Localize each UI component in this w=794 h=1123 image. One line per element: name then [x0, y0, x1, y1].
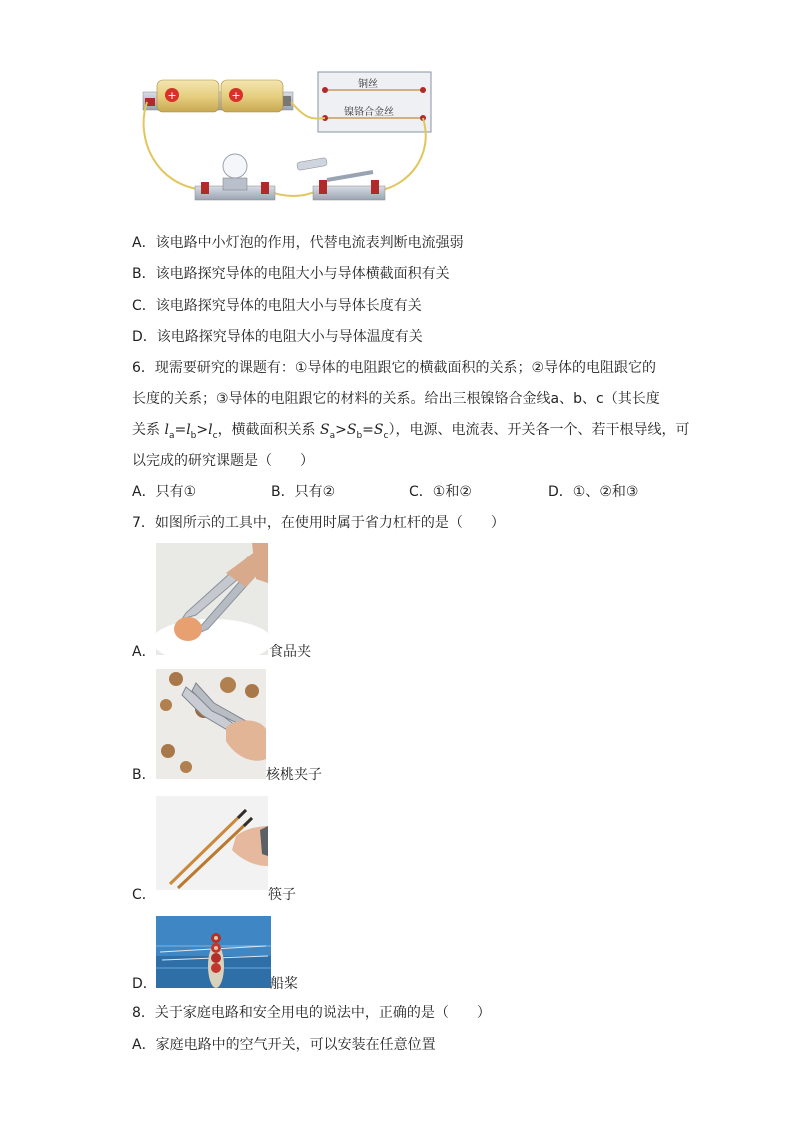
- q6-option-a: A．只有①: [132, 484, 197, 500]
- q8-stem: 8．关于家庭电路和安全用电的说法中，正确的是（ ）: [132, 1005, 491, 1021]
- circuit-figure: [135, 68, 435, 216]
- q6-option-b: B．只有②: [271, 484, 336, 500]
- q5-option-d: D．该电路探究导体的电阻大小与导体温度有关: [132, 329, 423, 345]
- q7-option-a-letter: A．: [132, 644, 156, 660]
- q5-option-a: A．该电路中小灯泡的作用，代替电流表判断电流强弱: [132, 235, 464, 251]
- q6-line-3: [132, 421, 689, 445]
- q7-option-c-letter: C．: [132, 887, 156, 903]
- q6-option-c: C．①和②: [409, 484, 472, 500]
- q7-option-b-letter: B．: [132, 767, 156, 783]
- q7-option-d-label: 船桨: [270, 976, 298, 992]
- food-tongs-image: [156, 543, 268, 655]
- q6-line3-suffix: ，横截面积关系: [217, 422, 321, 438]
- q7-option-b-label: 核桃夹子: [266, 767, 322, 783]
- q6-option-d: D．①、②和③: [548, 484, 639, 500]
- nutcracker-image: [156, 669, 266, 779]
- rowing-boat-image: [156, 916, 271, 988]
- q6-line-4: 以完成的研究课题是（ ）: [132, 453, 314, 469]
- q6-line-1: 6．现需要研究的课题有：①导体的电阻跟它的横截面积的关系；②导体的电阻跟它的: [132, 360, 657, 376]
- q5-option-c: C．该电路探究导体的电阻大小与导体长度有关: [132, 298, 422, 314]
- q7-option-d-letter: D．: [132, 976, 157, 992]
- area-relation: $S_a>S_b=S_c$: [320, 422, 389, 441]
- q6-line3-prefix: 关系: [132, 422, 165, 438]
- length-relation: $l_a=l_b>l_c$: [164, 422, 218, 441]
- q5-option-b: B．该电路探究导体的电阻大小与导体横截面积有关: [132, 266, 450, 282]
- q7-stem: 7．如图所示的工具中，在使用时属于省力杠杆的是（ ）: [132, 515, 505, 531]
- svg-text:+: +: [167, 89, 177, 102]
- chopsticks-image: [156, 796, 268, 890]
- q6-line3-end: ），电源、电流表、开关各一个、若干根导线，可: [388, 422, 690, 438]
- q6-line-2: 长度的关系；③导体的电阻跟它的材料的关系。给出三根镍铬合金线a、b、c（其长度: [132, 391, 660, 407]
- q7-option-c-label: 筷子: [268, 887, 296, 903]
- svg-text:+: +: [231, 89, 241, 102]
- q8-option-a: A．家庭电路中的空气开关，可以安装在任意位置: [132, 1037, 436, 1053]
- label-nichrome: 镍铬合金丝: [344, 107, 394, 118]
- label-copper: 铜丝: [358, 79, 378, 90]
- q7-option-a-label: 食品夹: [269, 644, 311, 660]
